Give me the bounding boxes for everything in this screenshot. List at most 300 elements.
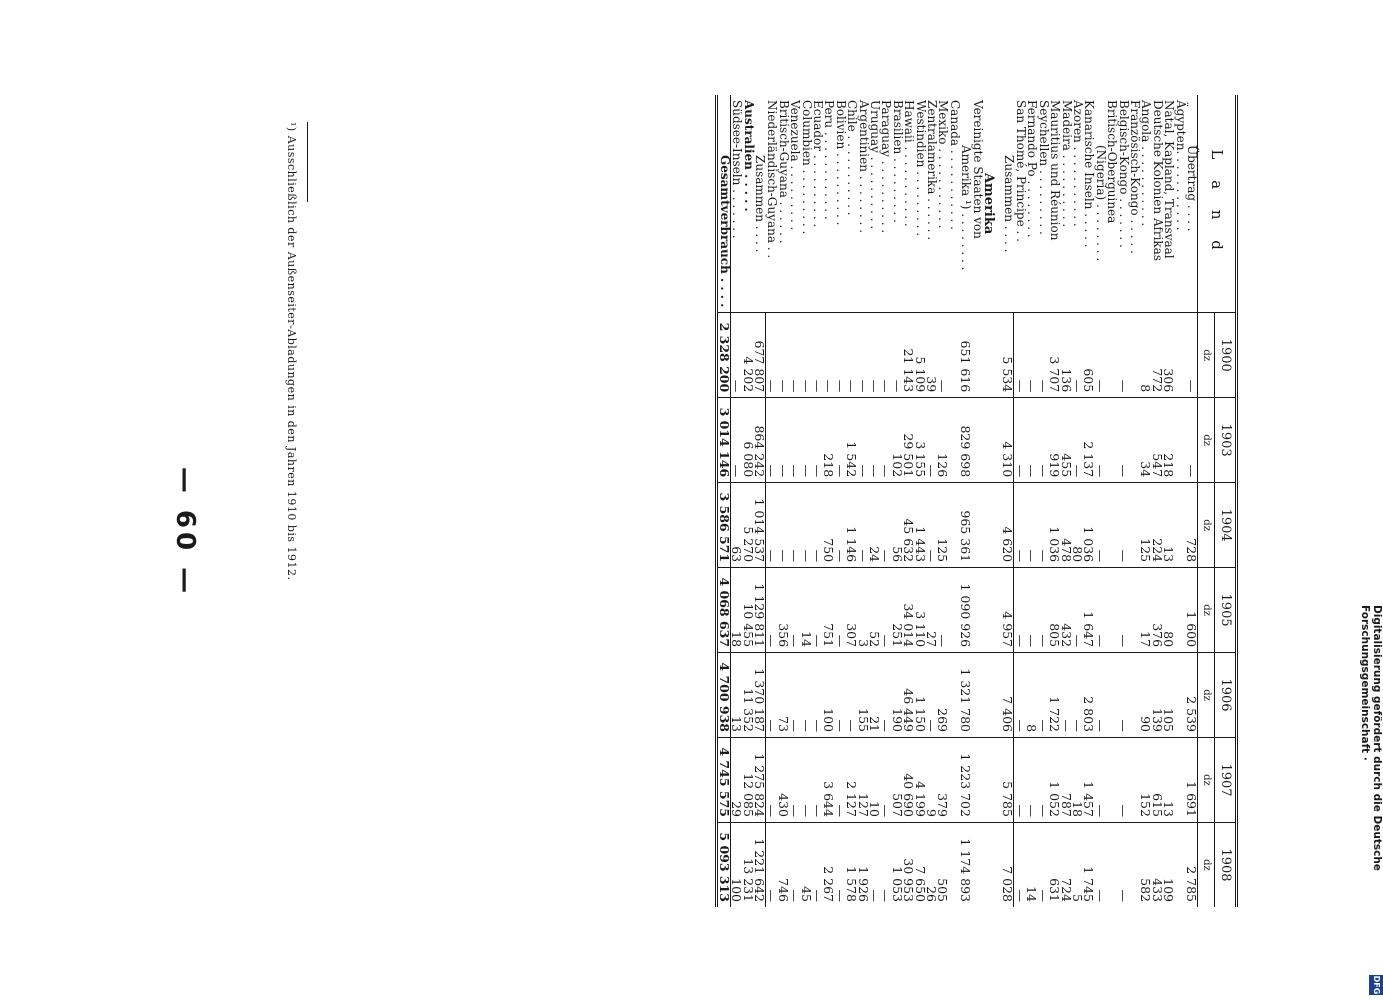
value-cell: 1 926 [855, 866, 871, 902]
value-cell: — [730, 313, 742, 398]
value-cell: 34 014 [903, 568, 914, 653]
value-cell: — [1014, 738, 1026, 823]
consumption-table [715, 95, 1238, 907]
dfg-logo: DFG [1369, 975, 1383, 995]
value-cell: — [1186, 398, 1198, 483]
value-cell: — [1035, 889, 1051, 902]
value-cell: 52 [869, 568, 880, 653]
value-cell: 21 [869, 653, 880, 738]
value-cell: 1 221 642 [754, 822, 766, 907]
value-cell: — [812, 738, 823, 823]
value-cell: 73 [777, 653, 788, 738]
value-cell: 4 310 [1002, 398, 1014, 483]
value-cell: 2 328 200 [717, 313, 730, 398]
value-cell: — [1037, 313, 1048, 398]
value-cell: — [810, 889, 825, 902]
value-cell: 105 [1163, 653, 1174, 738]
value-cell: 125 [1140, 483, 1151, 568]
year-header: 1908 [1215, 822, 1237, 907]
value-cell: 750 [823, 483, 834, 568]
value-cell: — [926, 398, 937, 483]
value-cell: 507 [891, 738, 902, 823]
value-cell: 4 700 938 [717, 653, 730, 738]
value-cell: 3 586 571 [717, 483, 730, 568]
value-cell: 18 [1072, 738, 1083, 823]
land-cell: Uruguay . . . . . . . . . . [869, 95, 880, 313]
value-cell: 100 [729, 878, 745, 902]
value-cell: 615 [1151, 738, 1162, 823]
value-cell: 39 [926, 313, 937, 398]
land-cell: Südsee-Inseln . . . . . . . [730, 95, 742, 313]
value-cell: — [1094, 738, 1105, 823]
table-row [1014, 95, 1026, 907]
value-cell: — [857, 483, 868, 568]
value-cell: — [1092, 889, 1108, 902]
land-cell: Kanarische Inseln . . . . . [1083, 95, 1094, 313]
value-cell: 45 632 [903, 483, 914, 568]
value-cell: — [1026, 313, 1037, 398]
value-cell: — [834, 738, 845, 823]
value-cell: — [765, 568, 777, 653]
value-cell: 746 [775, 878, 791, 902]
value-cell: — [812, 483, 823, 568]
value-cell: 218 [823, 398, 834, 483]
land-cell: Seychellen . . . . . . . . . [1037, 95, 1048, 313]
value-cell: — [834, 313, 845, 398]
value-cell: 1 090 926 [960, 568, 971, 653]
value-cell: — [1094, 653, 1105, 738]
value-cell: — [789, 313, 800, 398]
value-cell: 1 745 [1081, 866, 1097, 902]
value-cell: 155 [857, 653, 868, 738]
year-header: 1905 [1215, 568, 1237, 653]
value-cell: 728 [1186, 483, 1198, 568]
value-cell: 136 [1060, 313, 1071, 398]
value-cell: — [787, 889, 803, 902]
year-header: 1903 [1215, 398, 1237, 483]
value-cell: 651 616 [960, 313, 971, 398]
value-cell: 2 267 [821, 866, 837, 902]
value-cell: 677 807 [754, 313, 766, 398]
land-cell: Venezuela . . . . . . . . . [789, 95, 800, 313]
value-cell: — [789, 738, 800, 823]
value-cell: 7 650 [912, 866, 928, 902]
value-cell: 1 146 [846, 483, 857, 568]
value-cell: — [937, 313, 948, 398]
land-cell: Gesamtverbrauch . . . . [717, 95, 730, 313]
value-cell: 80 [1163, 568, 1174, 653]
value-cell: 605 [1083, 313, 1094, 398]
value-cell: 3 644 [823, 738, 834, 823]
value-cell: — [1115, 889, 1131, 902]
value-cell: — [834, 483, 845, 568]
footnote-rule [307, 122, 308, 202]
value-cell: 724 [1058, 878, 1074, 902]
value-cell: — [1060, 653, 1071, 738]
value-cell: 8 [1026, 653, 1037, 738]
value-cell: — [1072, 568, 1083, 653]
unit-header: dz [1198, 313, 1215, 398]
value-cell: 5 093 313 [717, 822, 730, 907]
value-cell: — [1117, 313, 1128, 398]
value-cell: 4 620 [1002, 483, 1014, 568]
value-cell: — [834, 398, 845, 483]
value-cell: — [926, 483, 937, 568]
value-cell: 18 [730, 568, 742, 653]
land-cell: Vereinigte Staaten von [971, 95, 982, 313]
land-cell: Niederländisch-Guyana . . [765, 95, 777, 313]
value-cell: 307 [846, 568, 857, 653]
value-cell: 56 [891, 483, 902, 568]
value-cell: — [812, 313, 823, 398]
value-cell: 1 647 [1083, 568, 1094, 653]
value-cell: 1 052 [1049, 738, 1060, 823]
value-cell: — [834, 568, 845, 653]
year-header: 1907 [1215, 738, 1237, 823]
value-cell: — [777, 398, 788, 483]
value-cell: 379 [937, 738, 948, 823]
value-cell: 787 [1060, 738, 1071, 823]
value-cell: 6 080 [742, 398, 753, 483]
land-cell: San Thomé, Principe . . [1014, 95, 1026, 313]
value-cell: 251 [891, 568, 902, 653]
value-cell: — [867, 889, 883, 902]
value-cell: — [880, 653, 891, 738]
land-cell: Französisch-Kongo . . . . . [1129, 95, 1140, 313]
value-cell: — [812, 398, 823, 483]
value-cell: — [880, 738, 891, 823]
value-cell: 432 [1060, 568, 1071, 653]
value-cell: — [1037, 398, 1048, 483]
value-cell: 190 [891, 653, 902, 738]
value-cell: 1 275 824 [754, 738, 766, 823]
value-cell: — [880, 398, 891, 483]
value-cell: — [1094, 398, 1105, 483]
value-cell: 306 [1163, 313, 1174, 398]
value-cell: — [812, 568, 823, 653]
value-cell: 13 [1163, 738, 1174, 823]
value-cell: — [800, 738, 811, 823]
land-cell: Amerika ¹) . . . . . . . . [960, 95, 971, 313]
value-cell: 139 [1151, 653, 1162, 738]
value-cell: 11 352 [742, 653, 753, 738]
value-cell: — [880, 568, 891, 653]
footnote: ¹) Ausschließlich der Außenseiter-Abladungen in den Jahren 1910 bis 1912. [285, 122, 298, 581]
land-cell: Zusammen . . . . [1002, 95, 1014, 313]
value-cell: — [1014, 483, 1026, 568]
value-cell: 4 068 637 [717, 568, 730, 653]
value-cell: 805 [1049, 568, 1060, 653]
table-row [1094, 95, 1105, 907]
value-cell: — [1037, 738, 1048, 823]
value-cell: — [1014, 653, 1026, 738]
value-cell: — [800, 398, 811, 483]
value-cell: — [800, 483, 811, 568]
value-cell: — [812, 653, 823, 738]
value-cell: — [1026, 398, 1037, 483]
year-header: 1900 [1215, 313, 1237, 398]
value-cell: 109 [1161, 878, 1177, 902]
unit-header: dz [1198, 653, 1215, 738]
value-cell: — [1012, 889, 1028, 902]
land-cell: Angola . . . . . . . . . . . [1140, 95, 1151, 313]
value-cell: 27 [926, 568, 937, 653]
value-cell: 10 455 [742, 568, 753, 653]
value-cell: 430 [777, 738, 788, 823]
value-cell: 14 [1024, 886, 1040, 902]
empty-cell [983, 653, 1002, 738]
value-cell: — [926, 653, 937, 738]
value-cell: 46 449 [903, 653, 914, 738]
value-cell: 2 803 [1083, 653, 1094, 738]
land-cell: Deutsche Kolonien Afrikas [1151, 95, 1162, 313]
value-cell: — [1014, 313, 1026, 398]
value-cell: — [937, 568, 948, 653]
value-cell: 751 [823, 568, 834, 653]
value-cell: — [857, 313, 868, 398]
value-cell: 1 370 187 [754, 653, 766, 738]
value-cell: — [880, 313, 891, 398]
value-cell: — [1094, 483, 1105, 568]
value-cell: 5 785 [1002, 738, 1014, 823]
unit-header: dz [1198, 568, 1215, 653]
value-cell: — [846, 313, 857, 398]
value-cell: — [1037, 568, 1048, 653]
value-cell: 829 698 [960, 398, 971, 483]
value-cell: 2 127 [846, 738, 857, 823]
value-cell: 433 [1149, 878, 1165, 902]
value-cell: — [1072, 653, 1083, 738]
value-cell: — [789, 483, 800, 568]
land-cell: Natal, Kapland, Transvaal [1163, 95, 1174, 313]
value-cell: 126 [937, 398, 948, 483]
value-cell: — [846, 653, 857, 738]
value-cell: 3 707 [1049, 313, 1060, 398]
value-cell: 34 [1140, 398, 1151, 483]
value-cell: — [789, 568, 800, 653]
digitization-strip [1359, 0, 1383, 1000]
value-cell: 21 143 [903, 313, 914, 398]
value-cell: 102 [891, 398, 902, 483]
value-cell: — [765, 313, 777, 398]
value-cell: — [1037, 653, 1048, 738]
value-cell: — [1094, 568, 1105, 653]
value-cell: 4 202 [742, 313, 753, 398]
value-cell: 864 242 [754, 398, 766, 483]
value-cell: 1 129 811 [754, 568, 766, 653]
value-cell: 29 501 [903, 398, 914, 483]
value-cell: 1 542 [846, 398, 857, 483]
value-cell: 376 [1151, 568, 1162, 653]
value-cell: 90 [1140, 653, 1151, 738]
land-cell: Britisch-Guyana . . . . . . [777, 95, 788, 313]
value-cell: — [1117, 483, 1128, 568]
value-cell: 1 600 [1186, 568, 1198, 653]
value-cell: — [777, 313, 788, 398]
value-cell: 455 [1060, 398, 1071, 483]
value-cell: 505 [935, 878, 951, 902]
value-cell: 63 [730, 483, 742, 568]
value-cell: 1 036 [1049, 483, 1060, 568]
empty-cell [983, 483, 1002, 568]
value-cell: 13 [730, 653, 742, 738]
value-cell: 5 534 [1002, 313, 1014, 398]
value-cell: 8 [1140, 313, 1151, 398]
value-cell: — [832, 889, 848, 902]
value-cell: — [857, 398, 868, 483]
unit-header: dz [1198, 822, 1215, 907]
value-cell: — [765, 398, 777, 483]
table-row [777, 95, 788, 907]
value-cell: — [1072, 313, 1083, 398]
land-cell: Fernando Po . . . . . . . . [1026, 95, 1037, 313]
value-cell: 1 150 [914, 653, 925, 738]
land-cell: Zentralamerika . . . . . . [926, 95, 937, 313]
value-cell: 3 155 [914, 398, 925, 483]
value-cell: 30 953 [901, 858, 917, 902]
land-cell: Paraguay . . . . . . . . . . [880, 95, 891, 313]
value-cell: — [1014, 398, 1026, 483]
empty-cell [983, 738, 1002, 823]
land-cell: Azoren . . . . . . . . . . . [1072, 95, 1083, 313]
value-cell: 1 722 [1049, 653, 1060, 738]
value-cell: 1 691 [1186, 738, 1198, 823]
digitization-note: Digitalisierung gefördert durch die Deutsche Forschungsgemeinschaft · [1359, 605, 1383, 871]
value-cell: — [1117, 398, 1128, 483]
value-cell: 7 406 [1002, 653, 1014, 738]
value-cell: — [1117, 738, 1128, 823]
land-header: L a n d [1198, 95, 1237, 313]
value-cell: — [800, 653, 811, 738]
land-cell: Mauritius und Réunion [1049, 95, 1060, 313]
value-cell: 127 [857, 738, 868, 823]
empty-cell [983, 568, 1002, 653]
value-cell: 919 [1049, 398, 1060, 483]
value-cell: 356 [777, 568, 788, 653]
value-cell: — [869, 313, 880, 398]
value-cell: 1 174 893 [958, 838, 974, 902]
value-cell: — [834, 653, 845, 738]
land-cell: Übertrag . . . . [1186, 95, 1198, 313]
year-header: 1906 [1215, 653, 1237, 738]
empty-cell [983, 822, 1002, 907]
value-cell: 1 014 537 [754, 483, 766, 568]
land-cell: Westindien . . . . . . . . . [914, 95, 925, 313]
land-cell: Belgisch-Kongo . . . . . . . [1117, 95, 1128, 313]
land-cell: Columbien . . . . . . . . . [800, 95, 811, 313]
value-cell: 772 [1151, 313, 1162, 398]
value-cell: 4 745 575 [717, 738, 730, 823]
value-cell: 4 199 [914, 738, 925, 823]
value-cell: 1 036 [1083, 483, 1094, 568]
value-cell: 5 270 [742, 483, 753, 568]
value-cell: — [777, 483, 788, 568]
value-cell: 12 085 [742, 738, 753, 823]
land-cell: Hawaii . . . . . . . . . . . [903, 95, 914, 313]
value-cell: 45 [798, 886, 814, 902]
table-body [717, 95, 1198, 907]
land-cell: Britisch-Oberguinea [1106, 95, 1117, 313]
value-cell: 547 [1151, 398, 1162, 483]
land-cell: (Nigeria) . . . . . . . . [1094, 95, 1105, 313]
land-cell: Brasilien . . . . . . . . . [891, 95, 902, 313]
value-cell: — [1037, 483, 1048, 568]
value-cell: 582 [1138, 878, 1154, 902]
value-cell: — [878, 889, 894, 902]
value-cell: 13 [1163, 483, 1174, 568]
value-cell: — [880, 483, 891, 568]
value-cell: 100 [823, 653, 834, 738]
empty-cell [983, 398, 1002, 483]
page-number: — 60 — [170, 466, 200, 598]
value-cell: 24 [869, 483, 880, 568]
year-header: 1904 [1215, 483, 1237, 568]
value-cell: — [765, 653, 777, 738]
value-cell: — [891, 313, 902, 398]
value-cell: 14 [800, 568, 811, 653]
value-cell: 26 [924, 886, 940, 902]
value-cell: — [765, 483, 777, 568]
value-cell: — [1094, 313, 1105, 398]
value-cell: 2 785 [1184, 866, 1199, 902]
land-cell: Australien . . . . . [742, 95, 753, 313]
value-cell: 2 137 [1083, 398, 1094, 483]
value-cell: 9 [926, 738, 937, 823]
value-cell: — [1026, 738, 1037, 823]
value-cell: 3 110 [914, 568, 925, 653]
value-cell: 80 [1072, 483, 1083, 568]
table-row [765, 95, 777, 907]
section-row [983, 95, 1002, 907]
land-cell: Argentinien . . . . . . . . [857, 95, 868, 313]
land-cell: Madeira . . . . . . . . . . [1060, 95, 1071, 313]
value-cell: 3 014 146 [717, 398, 730, 483]
value-cell: 40 690 [903, 738, 914, 823]
grand-total-row [717, 95, 730, 907]
value-cell: 965 361 [960, 483, 971, 568]
value-cell: 1 578 [844, 866, 860, 902]
land-cell: Zusammen . . . . [754, 95, 766, 313]
value-cell: 13 231 [740, 858, 756, 902]
empty-cell [983, 313, 1002, 398]
unit-header: dz [1198, 483, 1215, 568]
land-cell: Ägypten. . . . . . . . . . . [1174, 95, 1185, 313]
land-cell: Chile . . . . . . . . . . . [846, 95, 857, 313]
land-cell: Bolivien . . . . . . . . . . [834, 95, 845, 313]
value-cell: 1 223 702 [960, 738, 971, 823]
value-cell: — [1117, 568, 1128, 653]
unit-header: dz [1198, 398, 1215, 483]
value-cell: 224 [1151, 483, 1162, 568]
table-row [1151, 95, 1162, 907]
value-cell: — [1072, 398, 1083, 483]
land-cell: Mexiko . . . . . . . . . . . [937, 95, 948, 313]
value-cell: 5 [1069, 894, 1085, 902]
value-cell: 269 [937, 653, 948, 738]
table-header-years [1215, 95, 1237, 907]
value-cell: — [1117, 653, 1128, 738]
value-cell: — [1026, 568, 1037, 653]
value-cell: 1 321 780 [960, 653, 971, 738]
value-cell: — [764, 889, 780, 902]
value-cell: 1 457 [1083, 738, 1094, 823]
value-cell: — [800, 313, 811, 398]
land-cell: Ecuador . . . . . . . . . . [812, 95, 823, 313]
value-cell: — [730, 398, 742, 483]
value-cell: — [869, 398, 880, 483]
unit-header: dz [1198, 738, 1215, 823]
value-cell: — [765, 738, 777, 823]
